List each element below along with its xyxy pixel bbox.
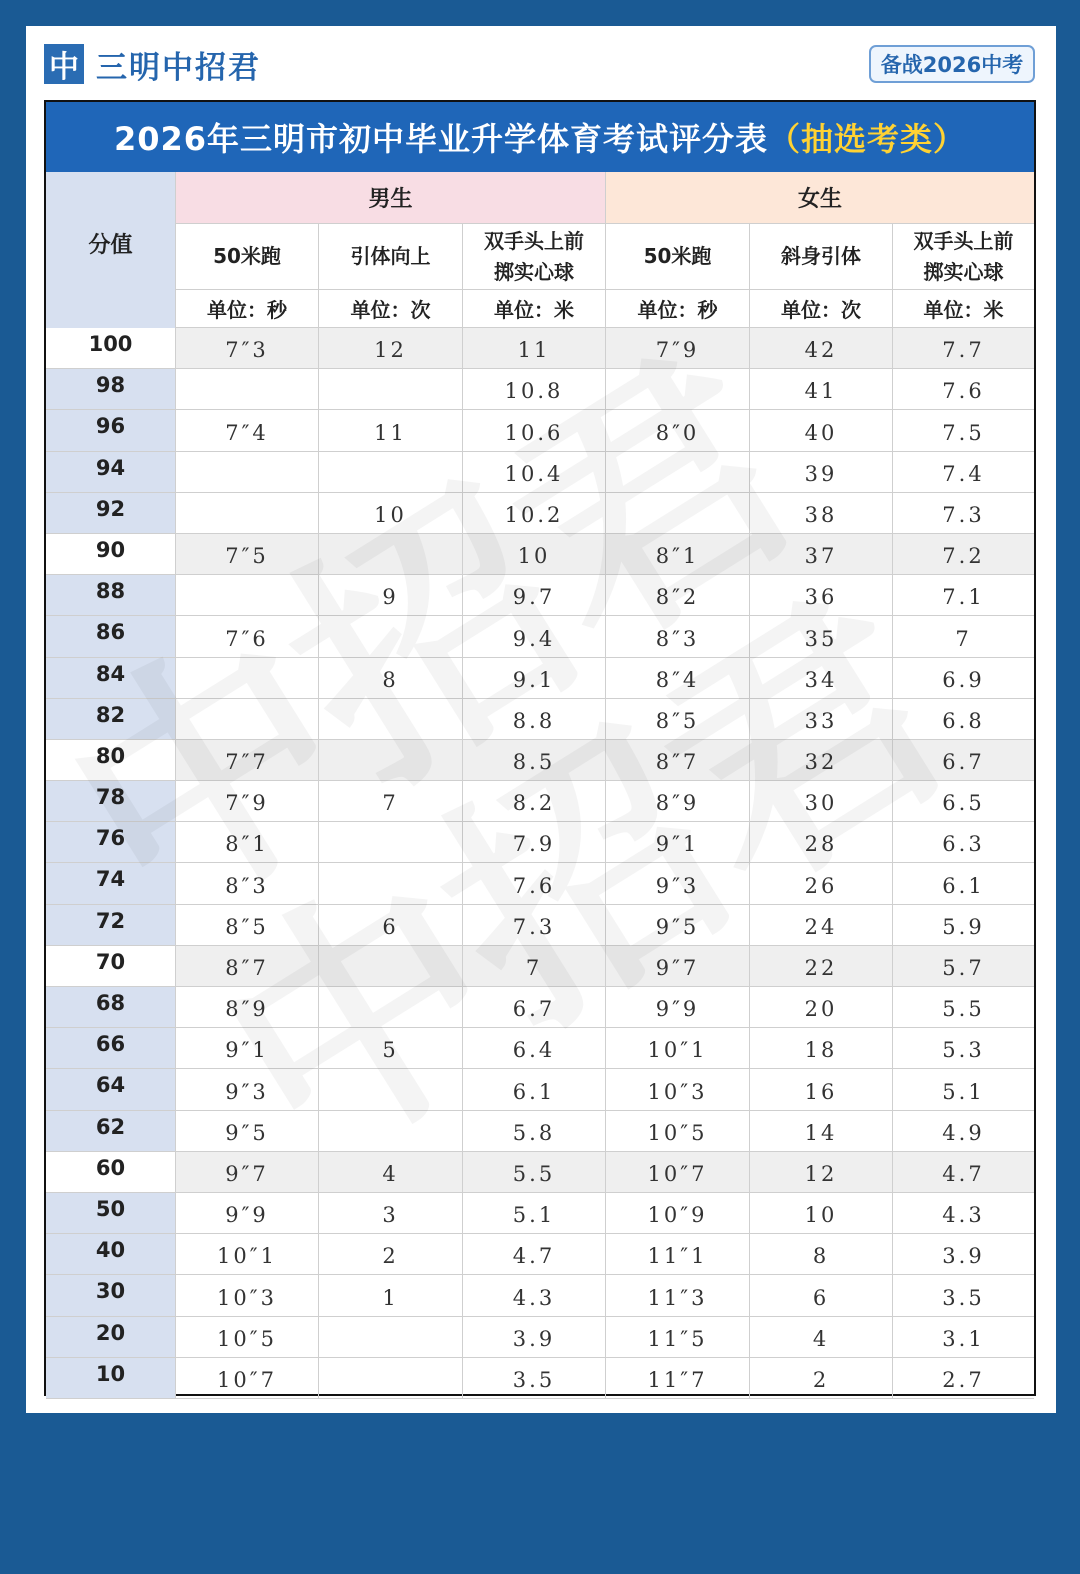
- value-cell: 41: [750, 369, 893, 410]
- value-cell: 12: [750, 1152, 893, 1193]
- value-cell: 9″9: [176, 1193, 319, 1234]
- value-cell: 9″5: [606, 905, 750, 946]
- exam-tag: 备战2026中考: [869, 45, 1035, 83]
- value-cell: 7.7: [893, 328, 1034, 369]
- value-cell: 11″7: [606, 1358, 750, 1399]
- value-cell: 8″2: [606, 575, 750, 616]
- value-cell: [319, 369, 463, 410]
- value-cell: 7″3: [176, 328, 319, 369]
- value-cell: 8″3: [606, 616, 750, 657]
- value-cell: 8″3: [176, 863, 319, 904]
- value-cell: 7.5: [893, 410, 1034, 451]
- value-cell: 6: [319, 905, 463, 946]
- value-cell: 7.9: [463, 822, 606, 863]
- score-cell: 20: [46, 1317, 176, 1358]
- value-cell: 3.1: [893, 1317, 1034, 1358]
- score-cell: 30: [46, 1275, 176, 1316]
- value-cell: 4.3: [463, 1275, 606, 1316]
- value-cell: 8.8: [463, 699, 606, 740]
- value-cell: [319, 1317, 463, 1358]
- score-table: [46, 172, 1034, 1399]
- brand: [44, 43, 261, 85]
- value-cell: 7: [463, 946, 606, 987]
- value-cell: 12: [319, 328, 463, 369]
- score-cell: 10: [46, 1358, 176, 1399]
- value-cell: 7.6: [893, 369, 1034, 410]
- score-cell: 88: [46, 575, 176, 616]
- score-cell: 64: [46, 1069, 176, 1110]
- value-cell: 36: [750, 575, 893, 616]
- female-group-header: 女生: [606, 172, 1034, 224]
- value-cell: 3.5: [893, 1275, 1034, 1316]
- score-cell: 72: [46, 905, 176, 946]
- value-cell: 10″3: [606, 1069, 750, 1110]
- event-header: 50米跑: [606, 224, 750, 290]
- score-cell: 70: [46, 946, 176, 987]
- value-cell: [319, 1111, 463, 1152]
- value-cell: [176, 369, 319, 410]
- event-header: 引体向上: [319, 224, 463, 290]
- value-cell: [606, 369, 750, 410]
- value-cell: [606, 493, 750, 534]
- value-cell: 9″1: [176, 1028, 319, 1069]
- value-cell: 7: [319, 781, 463, 822]
- value-cell: 7″5: [176, 534, 319, 575]
- value-cell: 10″1: [606, 1028, 750, 1069]
- value-cell: 10″7: [606, 1152, 750, 1193]
- value-cell: 11″1: [606, 1234, 750, 1275]
- unit-header: 单位：米: [893, 290, 1034, 328]
- score-table-frame: [44, 100, 1036, 1396]
- value-cell: 34: [750, 658, 893, 699]
- value-cell: 8″7: [176, 946, 319, 987]
- value-cell: 37: [750, 534, 893, 575]
- value-cell: [319, 863, 463, 904]
- value-cell: 7.3: [463, 905, 606, 946]
- unit-header: 单位：次: [750, 290, 893, 328]
- value-cell: 8″7: [606, 740, 750, 781]
- value-cell: 7″6: [176, 616, 319, 657]
- value-cell: 9.4: [463, 616, 606, 657]
- unit-header: 单位：次: [319, 290, 463, 328]
- score-cell: 100: [46, 328, 176, 369]
- value-cell: 7.4: [893, 452, 1034, 493]
- value-cell: 7″9: [176, 781, 319, 822]
- unit-header: 单位：秒: [606, 290, 750, 328]
- event-header: 50米跑: [176, 224, 319, 290]
- unit-header: 单位：米: [463, 290, 606, 328]
- value-cell: 9″3: [606, 863, 750, 904]
- value-cell: 6.1: [893, 863, 1034, 904]
- value-cell: 10.8: [463, 369, 606, 410]
- value-cell: 10″3: [176, 1275, 319, 1316]
- value-cell: 8.5: [463, 740, 606, 781]
- value-cell: 9″1: [606, 822, 750, 863]
- value-cell: [319, 699, 463, 740]
- value-cell: [176, 658, 319, 699]
- value-cell: 9: [319, 575, 463, 616]
- value-cell: 5.1: [463, 1193, 606, 1234]
- value-cell: 24: [750, 905, 893, 946]
- value-cell: 8″1: [176, 822, 319, 863]
- value-cell: 7.3: [893, 493, 1034, 534]
- value-cell: 10: [319, 493, 463, 534]
- brand-name: 三明中招君: [96, 49, 261, 86]
- event-header: 双手头上前 掷实心球: [893, 224, 1034, 290]
- value-cell: 10″9: [606, 1193, 750, 1234]
- value-cell: 9″9: [606, 987, 750, 1028]
- value-cell: 9.1: [463, 658, 606, 699]
- value-cell: 5.9: [893, 905, 1034, 946]
- value-cell: 9″7: [176, 1152, 319, 1193]
- value-cell: 6.1: [463, 1069, 606, 1110]
- value-cell: 1: [319, 1275, 463, 1316]
- value-cell: 16: [750, 1069, 893, 1110]
- value-cell: 22: [750, 946, 893, 987]
- value-cell: 5.7: [893, 946, 1034, 987]
- value-cell: 8″9: [606, 781, 750, 822]
- value-cell: 8: [750, 1234, 893, 1275]
- value-cell: 10.4: [463, 452, 606, 493]
- value-cell: 38: [750, 493, 893, 534]
- value-cell: [319, 1358, 463, 1399]
- value-cell: 11″3: [606, 1275, 750, 1316]
- value-cell: [319, 987, 463, 1028]
- value-cell: 9″7: [606, 946, 750, 987]
- value-cell: 35: [750, 616, 893, 657]
- value-cell: 8″5: [606, 699, 750, 740]
- value-cell: 4.7: [893, 1152, 1034, 1193]
- value-cell: 7″7: [176, 740, 319, 781]
- value-cell: 14: [750, 1111, 893, 1152]
- value-cell: 3.9: [893, 1234, 1034, 1275]
- value-cell: 10: [750, 1193, 893, 1234]
- value-cell: 8″4: [606, 658, 750, 699]
- value-cell: 4.3: [893, 1193, 1034, 1234]
- score-cell: 80: [46, 740, 176, 781]
- table-title-main: 2026年三明市初中毕业升学体育考试评分表: [113, 120, 769, 158]
- score-cell: 60: [46, 1152, 176, 1193]
- value-cell: 33: [750, 699, 893, 740]
- value-cell: 8″0: [606, 410, 750, 451]
- value-cell: 6.7: [463, 987, 606, 1028]
- score-cell: 82: [46, 699, 176, 740]
- value-cell: 28: [750, 822, 893, 863]
- value-cell: 7″9: [606, 328, 750, 369]
- value-cell: 9.7: [463, 575, 606, 616]
- value-cell: [319, 534, 463, 575]
- value-cell: 5.5: [463, 1152, 606, 1193]
- score-cell: 84: [46, 658, 176, 699]
- score-cell: 74: [46, 863, 176, 904]
- event-header: 斜身引体: [750, 224, 893, 290]
- score-column-header: 分值: [46, 172, 176, 328]
- value-cell: 11″5: [606, 1317, 750, 1358]
- value-cell: 18: [750, 1028, 893, 1069]
- value-cell: 8: [319, 658, 463, 699]
- value-cell: 2.7: [893, 1358, 1034, 1399]
- value-cell: [606, 452, 750, 493]
- value-cell: 2: [319, 1234, 463, 1275]
- score-cell: 78: [46, 781, 176, 822]
- value-cell: 40: [750, 410, 893, 451]
- table-title-highlight: （抽选考类）: [768, 120, 967, 158]
- value-cell: 5.5: [893, 987, 1034, 1028]
- value-cell: 3.5: [463, 1358, 606, 1399]
- score-cell: 68: [46, 987, 176, 1028]
- value-cell: 10″1: [176, 1234, 319, 1275]
- value-cell: 5.1: [893, 1069, 1034, 1110]
- value-cell: 6.3: [893, 822, 1034, 863]
- value-cell: 10: [463, 534, 606, 575]
- score-cell: 90: [46, 534, 176, 575]
- value-cell: 8″9: [176, 987, 319, 1028]
- score-cell: 40: [46, 1234, 176, 1275]
- event-header: 双手头上前 掷实心球: [463, 224, 606, 290]
- value-cell: 6.9: [893, 658, 1034, 699]
- value-cell: [319, 1069, 463, 1110]
- value-cell: [319, 822, 463, 863]
- unit-header: 单位：秒: [176, 290, 319, 328]
- value-cell: 10.6: [463, 410, 606, 451]
- value-cell: 4: [319, 1152, 463, 1193]
- value-cell: 6.4: [463, 1028, 606, 1069]
- value-cell: 9″3: [176, 1069, 319, 1110]
- value-cell: 10.2: [463, 493, 606, 534]
- value-cell: 4.9: [893, 1111, 1034, 1152]
- value-cell: 32: [750, 740, 893, 781]
- score-cell: 98: [46, 369, 176, 410]
- value-cell: 11: [319, 410, 463, 451]
- value-cell: 3: [319, 1193, 463, 1234]
- value-cell: 42: [750, 328, 893, 369]
- value-cell: 6.8: [893, 699, 1034, 740]
- value-cell: 4.7: [463, 1234, 606, 1275]
- score-cell: 86: [46, 616, 176, 657]
- value-cell: 26: [750, 863, 893, 904]
- value-cell: 3.9: [463, 1317, 606, 1358]
- value-cell: 5.8: [463, 1111, 606, 1152]
- value-cell: [319, 452, 463, 493]
- value-cell: [176, 699, 319, 740]
- value-cell: 7.2: [893, 534, 1034, 575]
- value-cell: 8″1: [606, 534, 750, 575]
- value-cell: [176, 493, 319, 534]
- value-cell: 7″4: [176, 410, 319, 451]
- value-cell: 5.3: [893, 1028, 1034, 1069]
- value-cell: 6.7: [893, 740, 1034, 781]
- value-cell: 8″5: [176, 905, 319, 946]
- value-cell: [176, 575, 319, 616]
- value-cell: [319, 946, 463, 987]
- value-cell: 10″5: [606, 1111, 750, 1152]
- value-cell: 2: [750, 1358, 893, 1399]
- table-title: [46, 102, 1034, 172]
- value-cell: 39: [750, 452, 893, 493]
- value-cell: 4: [750, 1317, 893, 1358]
- value-cell: 10″5: [176, 1317, 319, 1358]
- score-cell: 96: [46, 410, 176, 451]
- value-cell: 11: [463, 328, 606, 369]
- score-cell: 62: [46, 1111, 176, 1152]
- value-cell: 6.5: [893, 781, 1034, 822]
- value-cell: [319, 740, 463, 781]
- score-cell: 66: [46, 1028, 176, 1069]
- value-cell: [176, 452, 319, 493]
- value-cell: 7: [893, 616, 1034, 657]
- value-cell: [319, 616, 463, 657]
- score-cell: 76: [46, 822, 176, 863]
- score-cell: 92: [46, 493, 176, 534]
- value-cell: 8.2: [463, 781, 606, 822]
- value-cell: 7.1: [893, 575, 1034, 616]
- male-group-header: 男生: [176, 172, 606, 224]
- brand-logo-icon: 中: [44, 44, 84, 84]
- score-cell: 94: [46, 452, 176, 493]
- value-cell: 9″5: [176, 1111, 319, 1152]
- value-cell: 30: [750, 781, 893, 822]
- value-cell: 10″7: [176, 1358, 319, 1399]
- value-cell: 5: [319, 1028, 463, 1069]
- value-cell: 20: [750, 987, 893, 1028]
- value-cell: 6: [750, 1275, 893, 1316]
- value-cell: 7.6: [463, 863, 606, 904]
- score-cell: 50: [46, 1193, 176, 1234]
